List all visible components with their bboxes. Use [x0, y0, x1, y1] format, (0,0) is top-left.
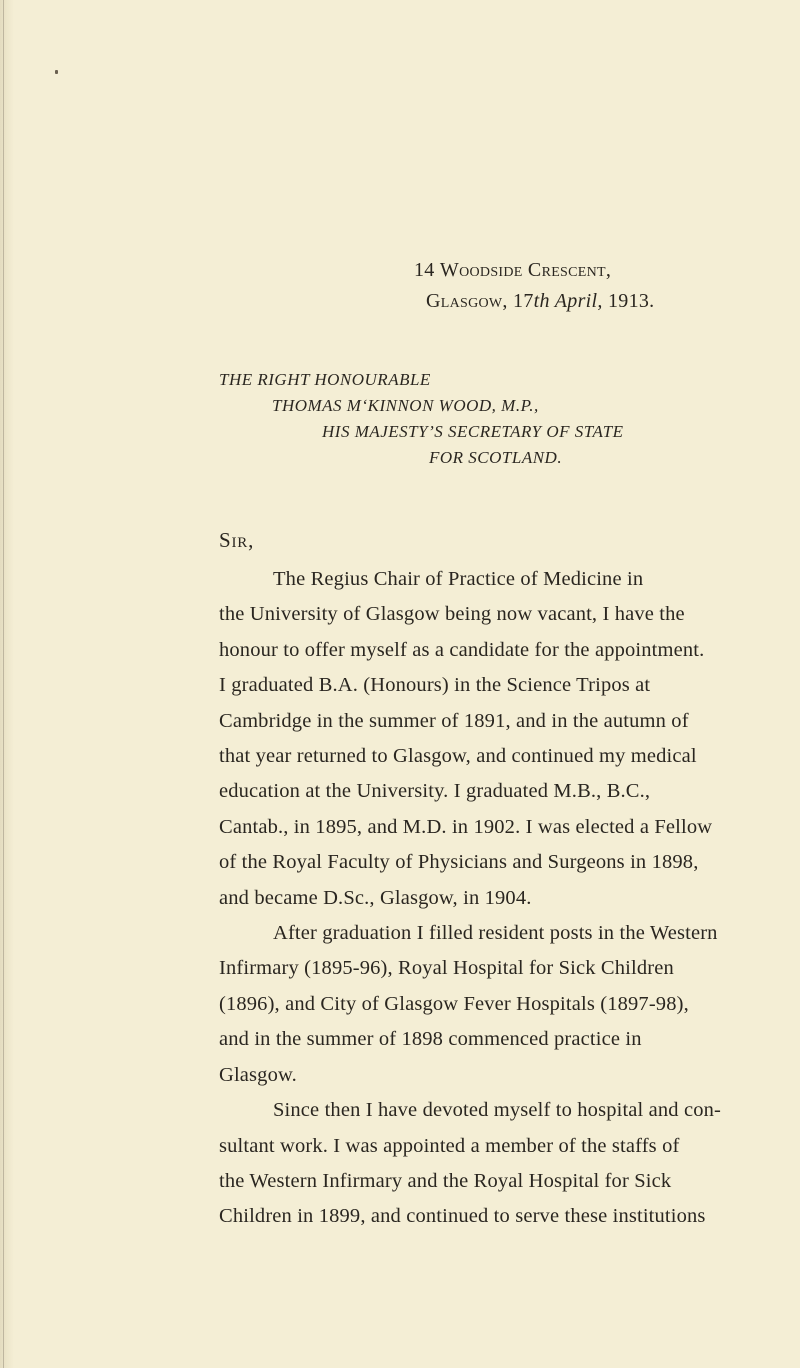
body-line: Since then I have devoted myself to hospital and con-: [273, 1099, 722, 1122]
body-line: I graduated B.A. (Honours) in the Science Tripos at: [219, 674, 651, 697]
body-line: Infirmary (1895-96), Royal Hospital for Sick Children: [219, 957, 674, 980]
body-line: and in the summer of 1898 commenced practice in: [219, 1028, 642, 1051]
address-date-line: [414, 286, 654, 317]
body-line: Cantab., in 1895, and M.D. in 1902. I was elected a Fellow: [219, 815, 713, 838]
letter-body: [219, 562, 727, 1235]
body-line: education at the University. I graduated M.B., B.C.,: [219, 780, 651, 803]
body-line: Glasgow.: [219, 1063, 297, 1086]
recipient-line: HIS MAJESTY’S SECRETARY OF STATE: [322, 422, 624, 441]
address-city: Glasgow,: [426, 290, 508, 312]
body-line: After graduation I filled resident posts in the Western: [273, 922, 718, 945]
body-line: The Regius Chair of Practice of Medicine in: [273, 568, 644, 590]
address-street: Woodside Crescent,: [439, 259, 612, 281]
body-line: Cambridge in the summer of 1891, and in the autumn of: [219, 709, 689, 732]
recipient-line: THOMAS M‘KINNON WOOD, M.P.,: [272, 396, 539, 415]
date-year: 1913.: [602, 290, 655, 312]
body-line: honour to offer myself as a candidate for the appointment.: [219, 638, 705, 661]
date-day: 17: [507, 290, 534, 312]
body-line: (1896), and City of Glasgow Fever Hospitals (1897-98),: [219, 992, 689, 1015]
body-line: of the Royal Faculty of Physicians and Surgeons in 1898,: [219, 851, 699, 874]
body-line: and became D.Sc., Glasgow, in 1904.: [219, 886, 532, 909]
address-number: 14: [414, 259, 440, 281]
body-line: that year returned to Glasgow, and continued my medical: [219, 745, 697, 768]
recipient-line: THE RIGHT HONOURABLE: [219, 370, 431, 389]
body-line: Children in 1899, and continued to serve these institutions: [219, 1205, 706, 1228]
recipient-block: [219, 367, 624, 471]
body-line: the University of Glasgow being now vacant, I have the: [219, 603, 685, 626]
paper-speck: [55, 70, 58, 74]
date-month: April,: [549, 290, 603, 312]
page-edge-line: [3, 0, 4, 1368]
recipient-line: FOR SCOTLAND.: [429, 448, 563, 467]
salutation: Sir,: [219, 528, 255, 552]
sender-address: [414, 255, 654, 317]
address-street-line: [414, 255, 654, 286]
date-suffix: th: [533, 290, 550, 312]
body-line: sultant work. I was appointed a member of the staffs of: [219, 1134, 680, 1157]
body-line: the Western Infirmary and the Royal Hospital for Sick: [219, 1169, 672, 1192]
